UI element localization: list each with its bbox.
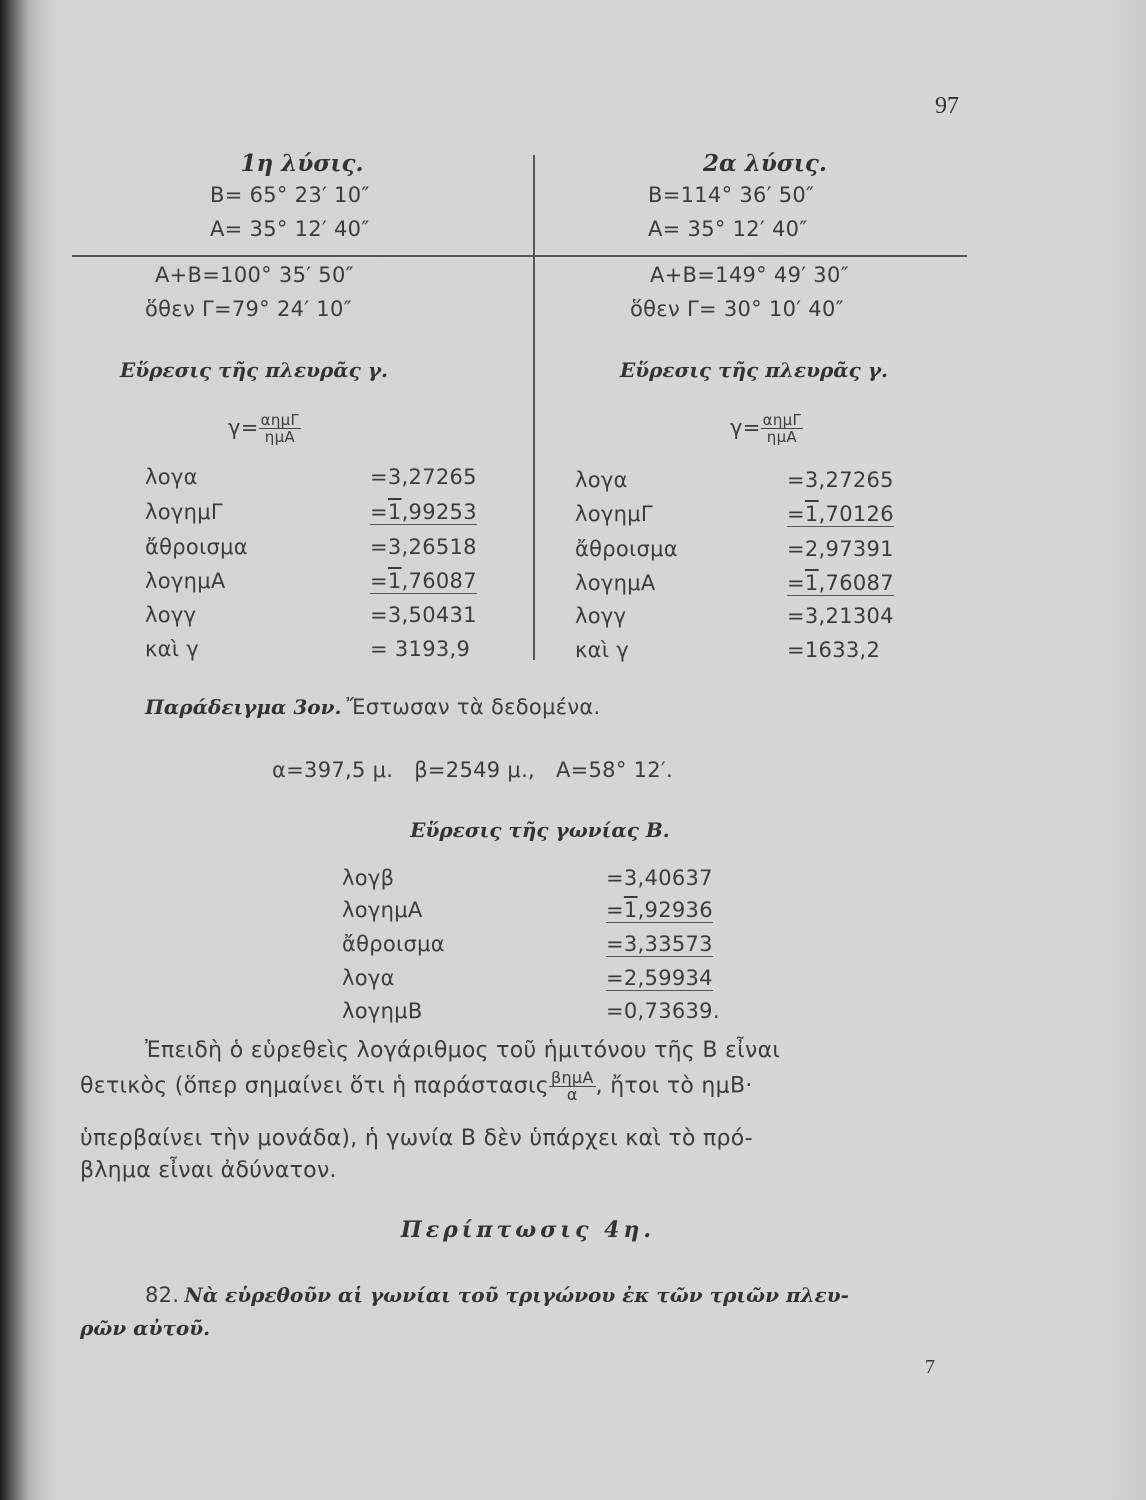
angle-B-heading: Εὕρεσις τῆς γωνίας Β. [410, 818, 670, 842]
right-row-label-4: λογγ [575, 604, 627, 628]
angleB-row-value-2: =3,33573 [606, 932, 713, 956]
left-row-label-0: λογα [145, 465, 198, 489]
table-divider-horizontal [72, 255, 967, 257]
right-row-value-1-rest: ,70126 [818, 502, 894, 526]
right-formula-numerator: αημΓ [762, 411, 802, 429]
example-label: Παράδειγμα 3ον. [145, 695, 342, 719]
left-formula-lhs: γ= [228, 415, 259, 440]
right-row-value-1-bar: 1 [804, 502, 819, 526]
right-row-label-1: λογημΓ [575, 502, 653, 526]
page-number: 97 [935, 93, 959, 119]
right-row-label-5: καὶ γ [575, 638, 629, 662]
paragraph-line-1: Ἐπειδὴ ὁ εὑρεθεὶς λογάριθμος τοῦ ἡμιτόνου τῆς Β εἶναι [145, 1038, 781, 1063]
angleB-row-label-1: λογημΑ [342, 898, 423, 922]
right-row-label-0: λογα [575, 468, 628, 492]
right-row-value-3-rest: ,76087 [818, 571, 894, 595]
left-row-value-0: =3,27265 [370, 465, 477, 489]
right-row-value-1 [787, 502, 894, 527]
problem-number: 82. [145, 1283, 180, 1307]
paragraph-fraction-denominator: α [566, 1085, 578, 1104]
angleB-row-value-3: =2,59934 [606, 966, 713, 990]
left-gamma-angle: ὅθεν Γ=79° 24′ 10″ [145, 297, 352, 321]
right-formula-lhs: γ= [730, 415, 761, 440]
paragraph-line-2 [80, 1070, 753, 1103]
right-row-value-5: =1633,2 [787, 638, 881, 662]
right-formula-denominator: ημΑ [766, 428, 797, 446]
right-row-value-3 [787, 571, 894, 596]
left-formula-fraction [259, 412, 302, 445]
right-sum-value: A+B=149° 49′ 30″ [650, 263, 849, 287]
left-side-heading: Εὕρεσις τῆς πλευρᾶς γ. [120, 358, 388, 382]
left-B-value: B= 65° 23′ 10″ [210, 183, 370, 207]
left-row-value-2: =3,26518 [370, 535, 477, 559]
table-divider-vertical [533, 155, 535, 660]
paragraph-fraction-numerator: βημΑ [550, 1068, 594, 1087]
left-row-label-4: λογγ [145, 603, 197, 627]
left-formula [228, 412, 301, 445]
left-row-value-1 [370, 500, 477, 525]
left-row-label-1: λογημΓ [145, 500, 223, 524]
angleB-row-value-1 [606, 898, 713, 923]
left-row-value-3 [370, 569, 477, 594]
angleB-row-label-2: ἄθροισμα [342, 932, 445, 956]
right-formula-fraction [761, 412, 804, 445]
angleB-row-value-1-bar: 1 [623, 898, 638, 922]
left-row-value-3-rest: ,76087 [401, 569, 477, 593]
example-line [145, 695, 601, 719]
left-A-value: A= 35° 12′ 40″ [210, 217, 370, 241]
right-row-label-2: ἄθροισμα [575, 537, 678, 561]
left-row-value-5: = 3193,9 [370, 637, 471, 661]
signature-mark: 7 [925, 1356, 935, 1378]
right-row-value-1-prefix: = [787, 502, 805, 526]
paragraph-fraction [549, 1070, 596, 1103]
left-formula-denominator: ημΑ [264, 428, 295, 446]
paragraph-line-2-pre: θετικὸς (ὅπερ σημαίνει ὅτι ἡ παράστασις [80, 1073, 549, 1099]
angleB-row-value-4: =0,73639. [606, 999, 720, 1023]
right-A-value: A= 35° 12′ 40″ [648, 217, 808, 241]
right-B-value: B=114° 36′ 50″ [648, 183, 815, 207]
left-row-label-5: καὶ γ [145, 637, 199, 661]
left-row-label-3: λογημΑ [145, 569, 226, 593]
right-row-value-2: =2,97391 [787, 537, 894, 561]
right-row-value-4: =3,21304 [787, 604, 894, 628]
left-row-value-3-prefix: = [370, 569, 388, 593]
left-row-value-3-bar: 1 [387, 569, 402, 593]
right-row-value-3-bar: 1 [804, 571, 819, 595]
paragraph-line-3: ὑπερβαίνει τὴν μονάδα), ἡ γωνία Β δὲν ὑπάρχει καὶ τὸ πρό- [80, 1126, 753, 1151]
right-side-heading: Εὕρεσις τῆς πλευρᾶς γ. [620, 358, 888, 382]
angleB-row-value-0: =3,40637 [606, 866, 713, 890]
angleB-row-label-4: λογημΒ [342, 999, 423, 1023]
left-formula-numerator: αημΓ [260, 411, 300, 429]
right-gamma-angle: ὅθεν Γ= 30° 10′ 40″ [630, 297, 844, 321]
angleB-row-value-1-prefix: = [606, 898, 624, 922]
right-solution-title: 2α λύσις. [703, 150, 827, 177]
left-row-value-1-prefix: = [370, 500, 388, 524]
case-heading: Περίπτωσις 4η. [400, 1217, 656, 1243]
right-row-value-0: =3,27265 [787, 468, 894, 492]
left-row-value-1-rest: ,99253 [401, 500, 477, 524]
right-row-value-3-prefix: = [787, 571, 805, 595]
right-formula [730, 412, 803, 445]
left-row-label-2: ἄθροισμα [145, 535, 248, 559]
problem-line-1 [145, 1283, 849, 1307]
angleB-row-label-3: λογα [342, 966, 395, 990]
example-text: Ἔστωσαν τὰ δεδομένα. [346, 695, 601, 719]
example-givens: α=397,5 μ. β=2549 μ., Α=58° 12′. [272, 758, 673, 782]
angleB-row-value-1-rest: ,92936 [637, 898, 713, 922]
right-row-label-3: λογημΑ [575, 571, 656, 595]
left-row-value-4: =3,50431 [370, 603, 477, 627]
problem-line-2: ρῶν αὐτοῦ. [80, 1316, 211, 1340]
angleB-row-label-0: λογβ [342, 866, 395, 890]
left-sum-value: A+B=100° 35′ 50″ [155, 263, 354, 287]
paragraph-line-2-post: , ἤτοι τὸ ημΒ· [595, 1073, 753, 1099]
paragraph-line-4: βλημα εἶναι ἀδύνατον. [80, 1158, 337, 1183]
left-row-value-1-bar: 1 [387, 500, 402, 524]
problem-text-line-1: Νὰ εὑρεθοῦν αἱ γωνίαι τοῦ τριγώνου ἐκ τῶν τριῶν πλευ- [184, 1283, 849, 1307]
left-solution-title: 1η λύσις. [240, 150, 364, 177]
